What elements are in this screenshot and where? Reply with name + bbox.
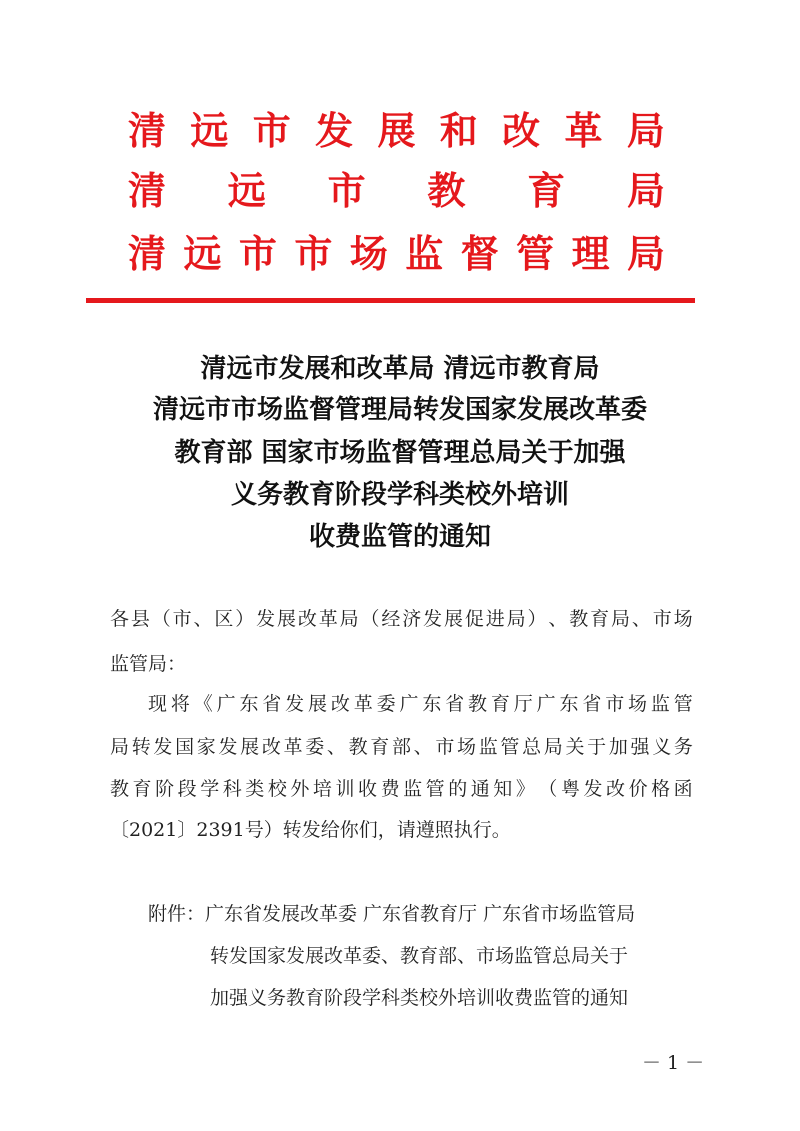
text-glyph: 市 [605, 693, 625, 715]
body-paragraph-line [110, 780, 693, 799]
text-glyph: 广 [399, 693, 419, 715]
document-title-line: 义务教育阶段学科类校外培训 [230, 480, 569, 510]
text-glyph: 监 [650, 693, 670, 715]
document-title-line: 收费监管的通知 [308, 522, 491, 552]
text-glyph: 于 [587, 736, 607, 758]
text-glyph: 监 [403, 778, 423, 800]
text-glyph: 革 [564, 108, 603, 153]
text-glyph: 部 [391, 736, 411, 758]
text-glyph: 现 [148, 693, 168, 715]
text-glyph: 》 [515, 778, 535, 800]
text-glyph: 管 [516, 231, 555, 276]
text-glyph: 区 [214, 608, 234, 630]
text-glyph: 清 [128, 168, 167, 213]
body-paragraph-line [148, 695, 693, 714]
text-glyph: 场 [628, 693, 648, 715]
issuer-name-market-regulation [128, 231, 665, 276]
text-glyph: 教 [348, 736, 368, 758]
text-glyph: 改 [261, 736, 281, 758]
text-glyph: 督 [460, 231, 499, 276]
text-glyph: 展 [240, 736, 260, 758]
text-glyph: 发 [256, 608, 276, 630]
text-glyph: 、 [326, 736, 346, 758]
text-glyph: 场 [349, 231, 388, 276]
text-glyph: 局 [543, 736, 563, 758]
text-glyph: 加 [608, 736, 628, 758]
text-glyph: 县 [130, 608, 150, 630]
text-glyph: 省 [262, 693, 282, 715]
text-glyph: 清 [128, 231, 167, 276]
text-glyph: 、 [631, 608, 651, 630]
text-glyph: 局 [626, 168, 665, 213]
text-glyph: 广 [536, 693, 556, 715]
text-glyph: 东 [239, 693, 259, 715]
text-glyph: 委 [305, 736, 325, 758]
text-glyph: 管 [425, 778, 445, 800]
text-glyph: 委 [376, 693, 396, 715]
text-glyph: 义 [652, 736, 672, 758]
text-glyph: 市 [435, 736, 455, 758]
document-title-line: 清远市市场监督管理局转发国家发展改革委 [152, 395, 647, 425]
text-glyph: 学 [200, 778, 220, 800]
text-glyph: 局 [611, 608, 631, 630]
text-glyph: 远 [227, 168, 266, 213]
text-glyph: 价 [628, 778, 648, 800]
text-glyph: ） [527, 608, 547, 630]
text-glyph: 总 [522, 736, 542, 758]
text-glyph: 的 [448, 778, 468, 800]
salutation-line: 监管局： [110, 653, 187, 675]
text-glyph: （ [360, 608, 380, 630]
text-glyph: 促 [464, 608, 484, 630]
text-glyph: 费 [380, 778, 400, 800]
text-glyph: 革 [318, 608, 338, 630]
text-glyph: 远 [183, 231, 222, 276]
issuer-name-education [128, 168, 665, 213]
text-glyph: （ [538, 778, 558, 800]
text-glyph: 远 [190, 108, 229, 153]
text-glyph: 训 [335, 778, 355, 800]
text-glyph: 局 [626, 231, 665, 276]
text-glyph: 发 [285, 693, 305, 715]
text-glyph: 家 [196, 736, 216, 758]
text-glyph: 改 [606, 778, 626, 800]
text-glyph: ） [235, 608, 255, 630]
text-glyph: 展 [308, 693, 328, 715]
text-glyph: 市 [652, 608, 672, 630]
text-glyph: 市 [172, 608, 192, 630]
text-glyph: 育 [490, 693, 510, 715]
text-glyph: （ [151, 608, 171, 630]
text-glyph: 展 [444, 608, 464, 630]
text-glyph: 市 [327, 168, 366, 213]
text-glyph: 东 [422, 693, 442, 715]
text-glyph: 教 [110, 778, 130, 800]
text-glyph: 外 [290, 778, 310, 800]
text-glyph: 育 [132, 778, 152, 800]
text-glyph: 各 [110, 608, 130, 630]
text-glyph: 将 [170, 693, 190, 715]
text-glyph: 和 [439, 108, 478, 153]
text-glyph: 省 [582, 693, 602, 715]
text-glyph: 通 [470, 778, 490, 800]
text-glyph: 格 [651, 778, 671, 800]
text-glyph: 革 [353, 693, 373, 715]
text-glyph: 市 [294, 231, 333, 276]
text-glyph: 济 [402, 608, 422, 630]
text-glyph: 教 [569, 608, 589, 630]
text-glyph: 展 [377, 108, 416, 153]
text-glyph: 收 [358, 778, 378, 800]
text-glyph: 经 [381, 608, 401, 630]
letterhead-red-rule [86, 298, 695, 303]
text-glyph: 教 [427, 168, 466, 213]
text-glyph: 段 [177, 778, 197, 800]
text-glyph: 发 [423, 608, 443, 630]
text-glyph: 培 [312, 778, 332, 800]
salutation-line [110, 610, 693, 629]
text-glyph: 阶 [155, 778, 175, 800]
text-glyph: 转 [131, 736, 151, 758]
text-glyph: 监 [478, 736, 498, 758]
text-glyph: 发 [583, 778, 603, 800]
text-glyph: 进 [485, 608, 505, 630]
text-glyph: 育 [590, 608, 610, 630]
text-glyph: 管 [500, 736, 520, 758]
text-glyph: 展 [277, 608, 297, 630]
text-glyph: 局 [506, 608, 526, 630]
text-glyph: 发 [218, 736, 238, 758]
body-paragraph-line [110, 738, 693, 757]
text-glyph: 科 [222, 778, 242, 800]
text-glyph: 《 [193, 693, 213, 715]
text-glyph: 、 [413, 736, 433, 758]
text-glyph: 函 [673, 778, 693, 800]
text-glyph: 理 [571, 231, 610, 276]
text-glyph: 市 [252, 108, 291, 153]
text-glyph: 局 [339, 608, 359, 630]
text-glyph: 发 [315, 108, 354, 153]
text-glyph: 省 [445, 693, 465, 715]
text-glyph: 、 [193, 608, 213, 630]
text-glyph: 关 [565, 736, 585, 758]
text-glyph: 监 [405, 231, 444, 276]
text-glyph: 、 [548, 608, 568, 630]
text-glyph: 发 [153, 736, 173, 758]
text-glyph: 知 [493, 778, 513, 800]
text-glyph: 改 [297, 608, 317, 630]
text-glyph: 教 [468, 693, 488, 715]
text-glyph: 厅 [513, 693, 533, 715]
issuer-name-development-reform [128, 108, 665, 153]
text-glyph: 育 [370, 736, 390, 758]
text-glyph: 局 [626, 108, 665, 153]
attachment-line: 转发国家发展改革委、教育部、市场监管总局关于 [210, 945, 629, 967]
text-glyph: 市 [238, 231, 277, 276]
text-glyph: 类 [245, 778, 265, 800]
page-number: － 1 － [642, 1052, 705, 1074]
text-glyph: 革 [283, 736, 303, 758]
text-glyph: 场 [457, 736, 477, 758]
body-paragraph-line: 〔2021〕2391号）转发给你们，请遵照执行。 [110, 819, 511, 841]
text-glyph: 局 [110, 736, 130, 758]
text-glyph: 育 [527, 168, 566, 213]
text-glyph: 粤 [560, 778, 580, 800]
text-glyph: 国 [175, 736, 195, 758]
text-glyph: 改 [502, 108, 541, 153]
document-title-line: 清远市发展和改革局 清远市教育局 [200, 354, 600, 384]
text-glyph: 务 [673, 736, 693, 758]
text-glyph: 校 [267, 778, 287, 800]
attachment-line: 附件：广东省发展改革委 广东省教育厅 广东省市场监管局 [148, 903, 636, 925]
attachment-line: 加强义务教育阶段学科类校外培训收费监管的通知 [210, 987, 629, 1009]
text-glyph: 强 [630, 736, 650, 758]
text-glyph: 场 [673, 608, 693, 630]
text-glyph: 清 [128, 108, 167, 153]
text-glyph: 管 [673, 693, 693, 715]
document-title-line: 教育部 国家市场监督管理总局关于加强 [174, 438, 626, 468]
text-glyph: 东 [559, 693, 579, 715]
text-glyph: 广 [216, 693, 236, 715]
text-glyph: 改 [330, 693, 350, 715]
